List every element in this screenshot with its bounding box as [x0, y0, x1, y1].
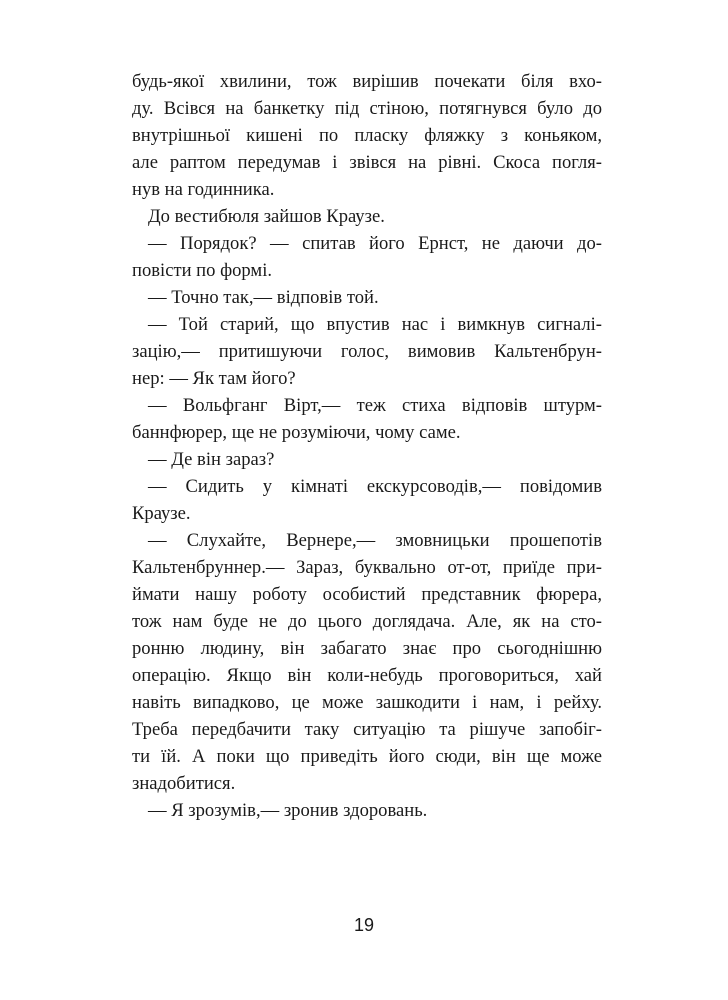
text-line: Кальтенбруннер.— Зараз, буквально от-от, приїде при- — [132, 557, 602, 578]
page-number: 19 — [353, 915, 375, 935]
text-line: — Той старий, що впустив нас і вимкнув сигналі- — [148, 314, 602, 335]
text-line: — Сидить у кімнаті екскурсоводів,— повідомив — [148, 476, 602, 497]
text-line: — Де він зараз? — [148, 449, 275, 470]
text-line: ти їй. А поки що приведіть його сюди, він ще може — [132, 746, 602, 767]
text-line: баннфюрер, ще не розуміючи, чому саме. — [132, 422, 461, 443]
text-line: повісти по формі. — [132, 260, 273, 281]
text-line: ймати нашу роботу особистий представник фюрера, — [132, 584, 602, 605]
text-line: зацію,— притишуючи голос, вимовив Кальтенбрун- — [132, 341, 602, 362]
text-line: Краузе. — [132, 503, 191, 524]
text-line: будь-якої хвилини, тож вирішив почекати біля вхо- — [132, 71, 602, 92]
text-line: але раптом передумав і звівся на рівні. Скоса погля- — [132, 152, 602, 173]
text-line: тож нам буде не до цього доглядача. Але, як на сто- — [132, 611, 602, 632]
text-line: ронню людину, він забагато знає про сьогоднішню — [132, 638, 602, 659]
text-line: нер: — Як там його? — [132, 368, 296, 389]
text-line: знадобитися. — [132, 773, 236, 794]
text-line: нув на годинника. — [132, 179, 275, 200]
text-line: — Вольфганг Вірт,— теж стиха відповів штурм- — [148, 395, 602, 416]
text-line: — Порядок? — спитав його Ернст, не даючи до- — [148, 233, 602, 254]
text-line: операцію. Якщо він коли-небудь проговориться, хай — [132, 665, 602, 686]
text-line: внутрішньої кишені по пласку фляжку з коньяком, — [132, 125, 602, 146]
text-line: — Точно так,— відповів той. — [148, 287, 379, 308]
text-line: ду. Всівся на банкетку під стіною, потягнувся було до — [132, 98, 602, 119]
text-line: — Я зрозумів,— зронив здоровань. — [148, 800, 428, 821]
text-line: Треба передбачити таку ситуацію та рішуче запобіг- — [132, 719, 602, 740]
body-text — [132, 68, 602, 824]
text-line: До вестибюля зайшов Краузе. — [148, 206, 385, 227]
text-line: навіть випадково, це може зашкодити і нам, і рейху. — [132, 692, 602, 713]
text-line: — Слухайте, Вернере,— змовницьки прошепотів — [148, 530, 602, 551]
